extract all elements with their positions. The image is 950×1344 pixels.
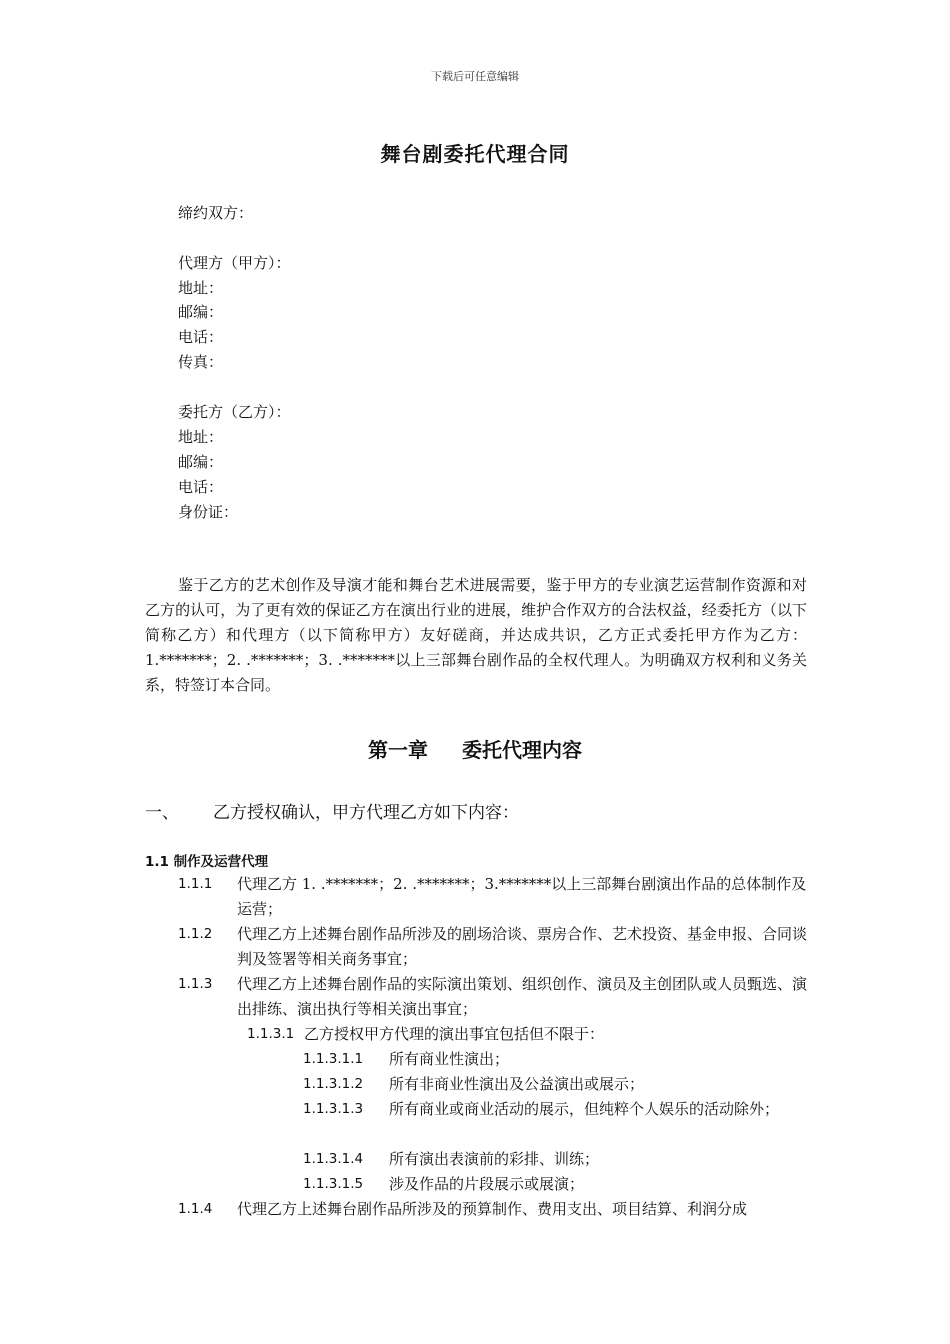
agent-address: 地址： bbox=[178, 279, 224, 297]
item-text: 代理乙方上述舞台剧作品的实际演出策划、组织创作、演员及主创团队或人员甄选、演出排练、演出执行等相关演出事宜； bbox=[237, 975, 808, 1018]
client-phone: 电话： bbox=[178, 478, 224, 496]
item-number: 1.1.3.1.3 bbox=[303, 1101, 364, 1117]
client-postcode: 邮编： bbox=[178, 453, 224, 471]
chapter-number: 第一章 bbox=[368, 738, 428, 762]
item-text: 所有演出表演前的彩排、训练； bbox=[389, 1150, 600, 1168]
item-number: 1.1.3.1.5 bbox=[303, 1176, 364, 1192]
section-text: 乙方授权确认，甲方代理乙方如下内容： bbox=[213, 803, 519, 823]
item-text: 乙方授权甲方代理的演出事宜包括但不限于： bbox=[304, 1025, 605, 1043]
client-label: 委托方（乙方）： bbox=[178, 403, 291, 421]
document-title: 舞台剧委托代理合同 bbox=[380, 142, 570, 166]
agent-label: 代理方（甲方）： bbox=[178, 254, 291, 272]
item-number: 1.1.3.1 bbox=[247, 1026, 295, 1042]
item-number: 1.1.3.1.1 bbox=[303, 1051, 364, 1067]
client-id: 身份证： bbox=[178, 503, 239, 521]
agent-postcode: 邮编： bbox=[178, 303, 224, 321]
item-number: 1.1.4 bbox=[178, 1201, 213, 1217]
item-text: 所有商业性演出； bbox=[389, 1050, 510, 1068]
item-number: 1.1.3.1.2 bbox=[303, 1076, 364, 1092]
subsection-heading: 1.1 制作及运营代理 bbox=[145, 854, 269, 870]
chapter-title: 委托代理内容 bbox=[462, 738, 582, 762]
item-text: 涉及作品的片段展示或展演； bbox=[389, 1175, 585, 1193]
section-heading bbox=[145, 798, 519, 823]
item-text: 所有商业或商业活动的展示，但纯粹个人娱乐的活动除外； bbox=[389, 1100, 780, 1118]
item-number: 1.1.1 bbox=[178, 876, 213, 892]
section-number: 一、 bbox=[145, 803, 179, 823]
agent-fax: 传真： bbox=[178, 353, 224, 371]
item-text: 代理乙方 1. .*******；2. .*******；3.*******以上三部舞台剧演出作品的总体制作及运营； bbox=[237, 875, 807, 918]
header-note: 下载后可任意编辑 bbox=[431, 70, 519, 83]
item-number: 1.1.3 bbox=[178, 976, 213, 992]
parties-intro: 缔约双方： bbox=[178, 204, 254, 222]
item-text: 代理乙方上述舞台剧作品所涉及的剧场洽谈、票房合作、艺术投资、基金申报、合同谈判及签署等相关商务事宜； bbox=[237, 925, 808, 968]
client-address: 地址： bbox=[178, 428, 224, 446]
item-text: 代理乙方上述舞台剧作品所涉及的预算制作、费用支出、项目结算、利润分成 bbox=[237, 1200, 748, 1218]
agent-phone: 电话： bbox=[178, 328, 224, 346]
chapter-heading bbox=[0, 734, 950, 763]
item-text: 所有非商业性演出及公益演出或展示； bbox=[389, 1075, 645, 1093]
preamble-paragraph: 鉴于乙方的艺术创作及导演才能和舞台艺术进展需要，鉴于甲方的专业演艺运营制作资源和对乙方的认可，为了更有效的保证乙方在演出行业的进展，维护合作双方的合法权益，经委托方（以下简称乙方）和代理方（以下简称甲方）友好磋商，并达成共识，乙方正式委托甲方作为乙方：1.*******；2. .*******；3. .*******以上三部舞台剧作品的全权代理人。为明确双方权利和义务关系，特签订本合同。 bbox=[145, 576, 807, 694]
item-number: 1.1.3.1.4 bbox=[303, 1151, 364, 1167]
item-number: 1.1.2 bbox=[178, 926, 213, 942]
